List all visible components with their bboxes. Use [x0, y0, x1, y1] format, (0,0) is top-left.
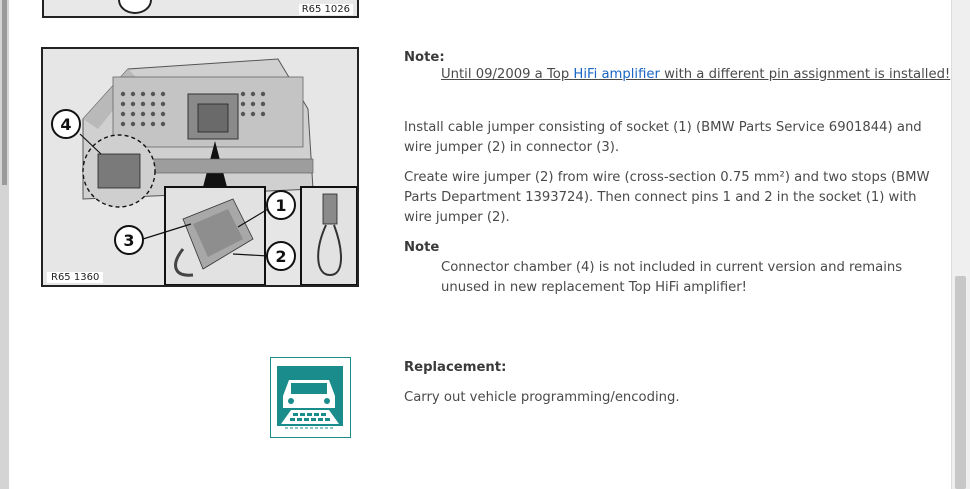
- replacement-text: Carry out vehicle programming/encoding.: [404, 390, 680, 405]
- left-panel-edge: [0, 0, 9, 489]
- note-text: [441, 67, 950, 82]
- left-scroll-thumb[interactable]: [2, 0, 7, 185]
- note-text-suffix: with a different pin assignment is installed!: [659, 67, 951, 82]
- callout-1-label: 1: [275, 196, 287, 215]
- previous-figure: [42, 0, 359, 18]
- vertical-scrollbar-thumb[interactable]: [955, 276, 966, 489]
- illustration-drawing: [43, 49, 357, 285]
- callout-2-label: 2: [275, 247, 287, 266]
- note-heading: Note:: [404, 50, 445, 65]
- replacement-heading: Replacement:: [404, 360, 507, 375]
- car-programming-icon: [270, 357, 351, 438]
- callout-3-label: 3: [123, 231, 135, 250]
- previous-figure-label: R65 1026: [299, 4, 353, 15]
- note-text-prefix: Until 09/2009 a Top: [441, 67, 574, 82]
- wire-jumper-instruction: Create wire jumper (2) from wire (cross-section 0.75 mm²) and two stops (BMW Parts Department 1393724). Then connect pins 1 and 2 in the socket (1) with wire jumper (2).: [404, 170, 930, 225]
- callout-4-label: 4: [60, 115, 72, 134]
- amplifier-connector-illustration: [41, 47, 359, 287]
- note2-heading: Note: [404, 240, 440, 255]
- hifi-amplifier-link[interactable]: HiFi amplifier: [573, 67, 660, 82]
- install-instruction: Install cable jumper consisting of socket (1) (BMW Parts Service 6901844) and wire jumper (2) in connector (3).: [404, 120, 922, 155]
- figure-label: R65 1360: [47, 272, 103, 283]
- note2-text: Connector chamber (4) is not included in current version and remains unused in new replacement Top HiFi amplifier!: [441, 260, 903, 295]
